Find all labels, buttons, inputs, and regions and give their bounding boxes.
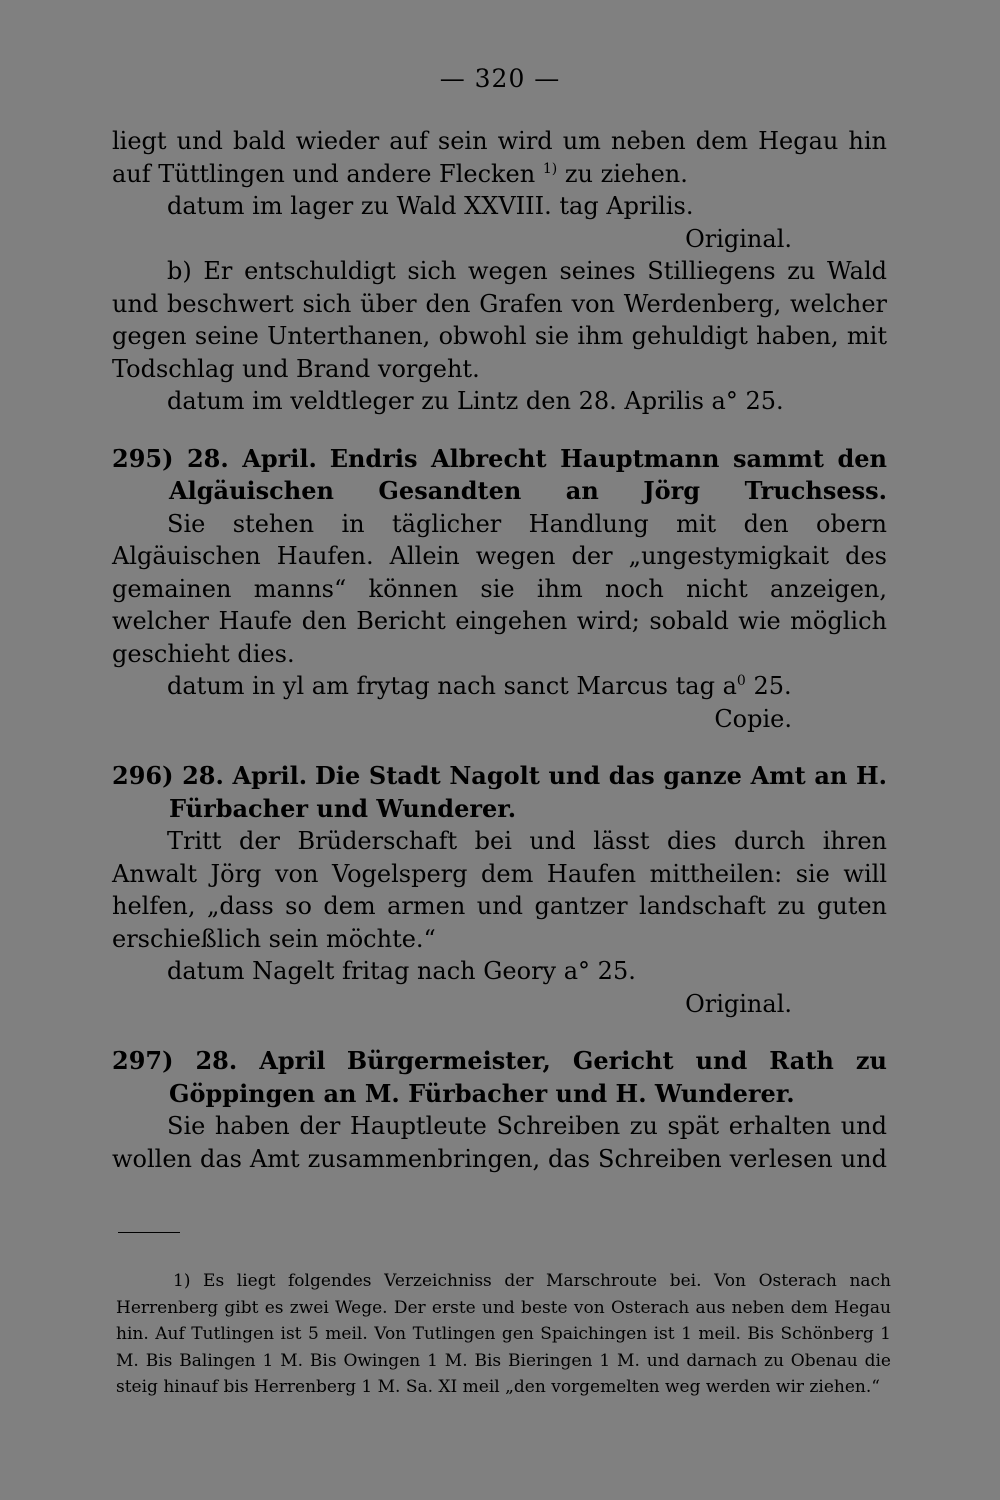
entry-297: [112, 1045, 887, 1175]
entry-body: Tritt der Brüderschaft bei und lässt dies durch ihren Anwalt Jörg von Vogelsperg dem Haufen mittheilen: sie will helfen, „dass so dem armen und gantzer landschaft zu guten erschießlich sein möchte.“: [112, 827, 887, 953]
entry-number: 297) 28. April: [112, 1046, 326, 1075]
page-number: — 320 —: [439, 64, 561, 93]
paragraph-text: auf Tüttlingen und andere Flecken: [112, 159, 536, 188]
date-text: 25.: [745, 672, 792, 700]
date-line: datum im lager zu Wald XXVIII. tag Aprilis.: [167, 192, 694, 220]
entry-title: Die Stadt Nagolt und das ganze Amt an H. Fürbacher und Wunderer.: [169, 761, 887, 823]
entry-heading: [112, 760, 887, 825]
entry-heading: [112, 443, 887, 508]
entry-296: [112, 760, 887, 1020]
paragraph-text: zu ziehen.: [557, 159, 688, 188]
date-line: datum Nagelt fritag nach Geory a° 25.: [167, 957, 636, 985]
source-note: Original.: [685, 224, 792, 253]
date-superscript: 0: [736, 673, 746, 689]
footnote-ref: 1): [542, 160, 558, 177]
entry-body: Sie stehen in täglicher Handlung mit den obern Algäuischen Haufen. Allein wegen der „ungestymigkait des gemainen manns“ können sie ihm noch nicht anzeigen, welcher Haufe den Bericht eingehen wird; sobald wie möglich geschieht dies.: [112, 509, 887, 668]
date-line: [112, 670, 887, 703]
main-text: [112, 125, 887, 1175]
footnote: 1) Es liegt folgendes Verzeichniss der Marschroute bei. Von Osterach nach Herrenberg gibt es zwei Wege. Der erste und beste von Osterach aus neben dem Hegau hin. Auf Tutlingen ist 5 meil. Von Tutlingen gen Spaichingen ist 1 meil. Bis Schönberg 1 M. Bis Balingen 1 M. Bis Owingen 1 M. Bis Bieringen 1 M. und darnach zu Obenau die steig hinauf bis Herrenberg 1 M. Sa. XI meil „den vorgemelten weg werden wir ziehen.“: [116, 1271, 891, 1397]
source-note: Original.: [685, 989, 792, 1018]
entry-title: Endris Albrecht Hauptmann sammt den Algäuischen Gesandten an Jörg Truchsess.: [169, 443, 887, 505]
footnote-divider: [118, 1232, 180, 1233]
entry-heading: [112, 1045, 887, 1110]
footnotes: [116, 1268, 891, 1401]
entry-295: [112, 443, 887, 736]
date-line: datum im veldtleger zu Lintz den 28. Aprilis a° 25.: [167, 387, 784, 415]
paragraph: b) Er entschuldigt sich wegen seines Stilliegens zu Wald und beschwert sich über den Grafen von Werdenberg, welcher gegen seine Unterthanen, obwohl sie ihm gehuldigt haben, mit Todschlag und Brand vorgeht.: [112, 257, 887, 383]
paragraph-line: liegt und bald wieder auf sein wird um neben dem Hegau hin: [112, 127, 887, 155]
date-text: datum in yl am frytag nach sanct Marcus tag a: [167, 672, 737, 700]
source-note: Copie.: [714, 704, 792, 733]
entry-body: Sie haben der Hauptleute Schreiben zu spät erhalten und wollen das Amt zusammenbringen, das Schreiben verlesen und: [112, 1112, 887, 1173]
entry-number: 296) 28. April.: [112, 761, 308, 790]
entry-title: Bürgermeister, Gericht und Rath zu Göppingen an M. Fürbacher und H. Wunderer.: [169, 1046, 887, 1108]
entry-number: 295) 28. April.: [112, 443, 317, 473]
paragraph-line: [112, 158, 887, 191]
